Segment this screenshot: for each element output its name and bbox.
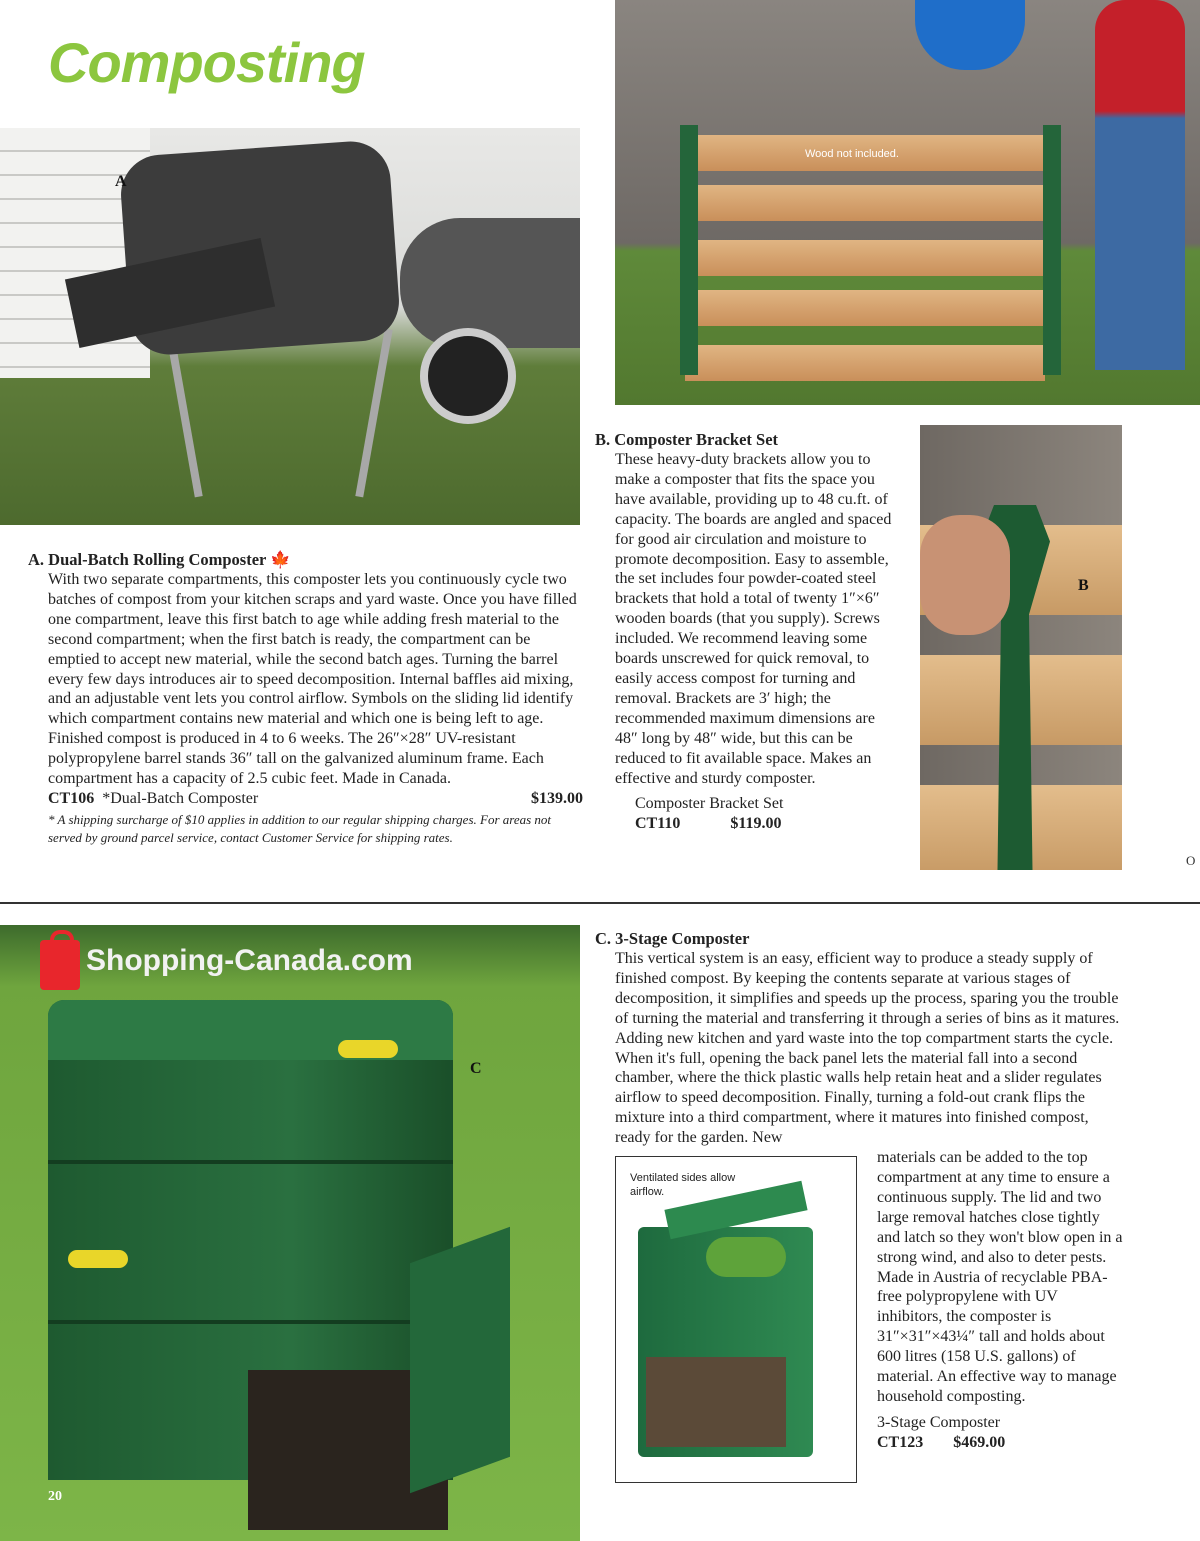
product-letter: B. (595, 430, 611, 449)
product-name: Dual-Batch Rolling Composter (48, 550, 267, 569)
photo-bracket-composter (615, 0, 1200, 405)
product-letter: A. (28, 550, 45, 569)
frame-leg (355, 329, 392, 498)
maple-leaf-icon: 🍁 (270, 550, 291, 569)
section-divider (0, 902, 1200, 904)
price-block (615, 794, 895, 834)
product-description: With two separate compartments, this composter lets you continuously cycle two batches of compost from your kitchen scraps and yard waste. Once you have filled one compartment, leave this first batch to age while adding fresh material to the second compartment; when the first batch is ready, the compartment can be emptied to accept new material, while the second batch ages. Turning the barrel every few days introduces air to speed decomposition. Internal baffles aid mixing, and an adjustable vent lets you control airflow. Symbols on the sliding lid identify which compartment contains new material and which one is being left to age. Finished compost is produced in 4 to 6 weeks. The 26″×28″ UV-resistant polypropylene barrel stands 36″ tall on the galvanized aluminum frame. Each compartment has a capacity of 2.5 cubic feet. Made in Canada. (48, 571, 577, 788)
photo-label-b: B (1078, 577, 1089, 594)
product-name: 3-Stage Composter (615, 929, 750, 948)
photo-bracket-closeup (920, 425, 1122, 870)
price: $139.00 (531, 789, 583, 807)
price: $119.00 (730, 815, 782, 833)
product-b-heading (595, 430, 895, 450)
photo-dual-batch-composter (0, 128, 580, 525)
shipping-footnote: * A shipping surcharge of $10 applies in addition to our regular shipping charges. For areas not served by ground parcel service, contact Customer Service for shipping rates. (48, 811, 552, 845)
price-row (48, 789, 583, 809)
product-description: This vertical system is an easy, efficient way to produce a steady supply of finished compost. By keeping the contents separate at various stages of decomposition, it simplifies and speeds up the process, sparing you the trouble of turning the material and transferring it through a series of bins as it matures. Adding new kitchen and yard waste into the top compartment starts the cycle. When it's full, opening the back panel lets the material fall into a second chamber, where the thick plastic walls help retain heat and a slider regulates airflow to speed decomposition. Finally, turning a fold-out crank flips the mixture into a third compartment, where it matures into finished compost, ready for the garden. New (615, 950, 1120, 1147)
board (685, 240, 1045, 276)
sku: CT106 (48, 789, 95, 807)
person (1095, 0, 1185, 370)
item-name: *Dual-Batch Composter (102, 789, 259, 807)
diagram-soil (646, 1357, 786, 1447)
yellow-handle (68, 1250, 128, 1268)
watermark (40, 932, 413, 990)
bin-seam (48, 1320, 453, 1324)
board (685, 345, 1045, 381)
product-c (595, 929, 1125, 1483)
product-a-heading (28, 550, 583, 570)
item-name: 3-Stage Composter (877, 1413, 1001, 1431)
item-name: Composter Bracket Set (635, 795, 784, 813)
product-name: Composter Bracket Set (614, 430, 779, 449)
product-description: These heavy-duty brackets allow you to make a composter that fits the space you have available, providing up to 48 cu.ft. of capacity. The boards are angled and spaced for good air circulation and moisture to promote decomposition. Easy to assemble, the set includes four powder-coated steel brackets that hold a total of twenty 1″×6″ wooden boards (that you supply). Screws included. We recommend leaving some boards unscrewed for quick removal, to easily access compost for turning and removal. Brackets are 3′ high; the recommended maximum dimensions are 48″ long by 48″ wide, but this can be reduced to fit available space. Makes an effective and sturdy composter. (615, 451, 892, 787)
product-a (28, 550, 583, 860)
diagram-caption: Ventilated sides allow airflow. (630, 1172, 736, 1199)
product-letter: C. (595, 929, 612, 948)
bracket (680, 125, 698, 375)
bin-seam (48, 1160, 453, 1164)
product-c-heading (595, 929, 1125, 949)
photo-label-a: A (115, 173, 127, 190)
page-title: Composting (48, 31, 365, 94)
product-description-continued: materials can be added to the top compartment at any time to ensure a continuous supply. The lid and two large removal hatches close tightly and latch so they won't blow open in a strong wind, and also to deter pests. Made in Austria of recyclable PBA-free polypropylene with UV inhibitors, the composter is 31″×31″×43¼″ tall and holds about 600 litres (158 U.S. gallons) of material. An effective way to manage household composting. (877, 1149, 1123, 1405)
blue-tub (915, 0, 1025, 70)
board (685, 290, 1045, 326)
stray-mark: O (1186, 853, 1196, 868)
board (685, 185, 1045, 221)
diagram-greens (706, 1237, 786, 1277)
watermark-text: Shopping-Canada.com (86, 944, 413, 977)
product-b (595, 430, 895, 834)
photo-3-stage-composter (0, 925, 580, 1541)
bracket (1043, 125, 1061, 375)
open-hatch (410, 1227, 510, 1493)
wood-note: Wood not included. (805, 148, 899, 160)
photo-label-c: C (470, 1060, 482, 1077)
page-number: 20 (48, 1489, 62, 1504)
price: $469.00 (953, 1433, 1006, 1451)
hand (920, 515, 1010, 635)
sku: CT110 (635, 815, 681, 833)
green-bin (48, 1000, 453, 1480)
composter-diagram (615, 1156, 857, 1483)
wheelbarrow (400, 218, 580, 348)
sku: CT123 (877, 1433, 924, 1451)
shopping-bag-icon (40, 940, 80, 990)
yellow-latch (338, 1040, 398, 1058)
wheelbarrow-wheel (420, 328, 516, 424)
